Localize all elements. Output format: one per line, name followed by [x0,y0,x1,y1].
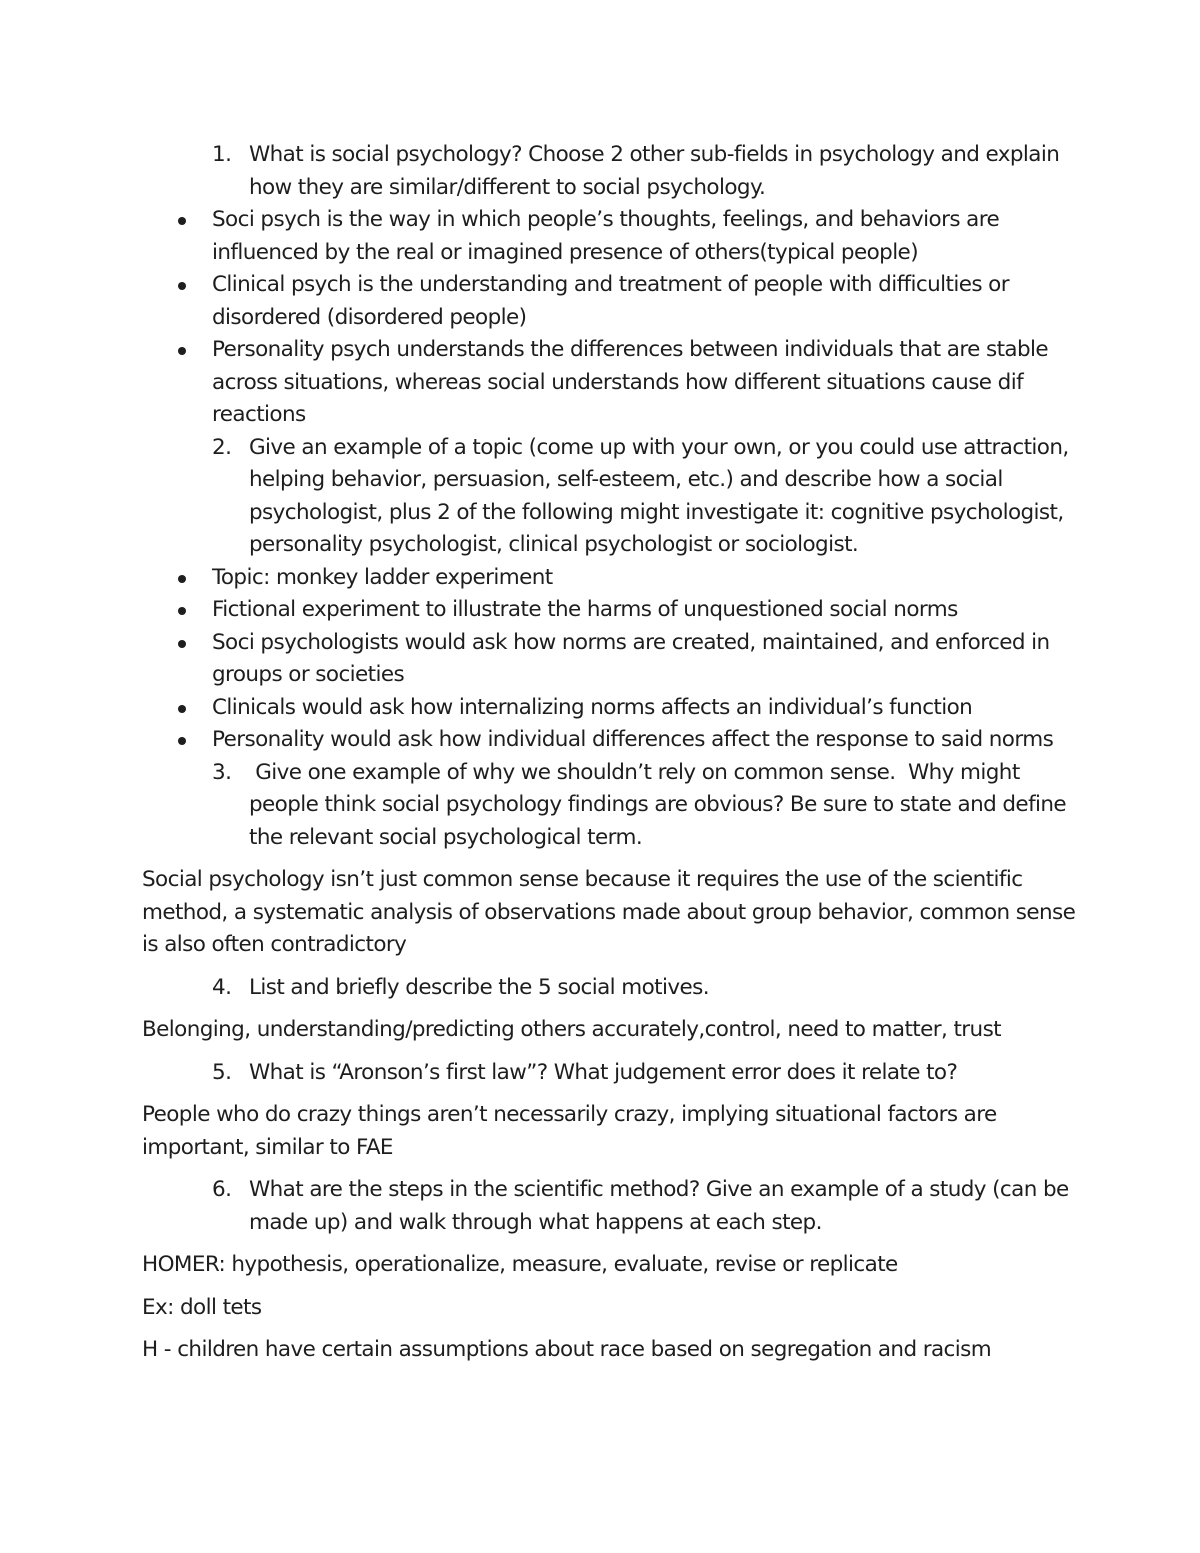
text-line: how they are similar/different to social psychology. [249,174,766,200]
bullet-icon [178,217,186,225]
bullet-icon [178,575,186,583]
answer-paragraph [0,1014,1200,1047]
bullet-icon [178,282,186,290]
question-2 [0,432,1200,562]
text-line: What are the steps in the scientific method? Give an example of a study (can be [249,1177,1069,1202]
text-line: is also often contradictory [142,932,407,957]
answer-paragraph [0,1099,1200,1164]
bullet-icon [178,737,186,745]
text-line: Clinicals would ask how internalizing norms affects an individual’s function [212,694,973,720]
text-line: people think social psychology findings are obvious? Be sure to state and define [249,792,1067,817]
text-line: H - children have certain assumptions about race based on segregation and racism [142,1337,992,1362]
bullet-item [0,724,1200,757]
text-line: groups or societies [212,662,405,687]
text-line: Soci psychologists would ask how norms are created, maintained, and enforced in [212,629,1050,655]
bullet-item [0,594,1200,627]
bullet-icon [178,347,186,355]
text-line: Social psychology isn’t just common sense because it requires the use of the scientific [142,867,1023,892]
text-line: Fictional experiment to illustrate the harms of unquestioned social norms [212,597,958,622]
answer-paragraph [0,1249,1200,1282]
text-line: method, a systematic analysis of observations made about group behavior, common sense [142,899,1076,925]
text-line: important, similar to FAE [142,1134,393,1160]
bullet-item [0,562,1200,595]
bullet-icon [178,607,186,615]
text-line: HOMER: hypothesis, operationalize, measure, evaluate, revise or replicate [142,1252,898,1277]
text-line: helping behavior, persuasion, self-esteem, etc.) and describe how a social [249,467,1003,492]
text-line: Give one example of why we shouldn’t rely on common sense. Why might [249,759,1020,785]
answer-paragraph [0,864,1200,962]
text-line: Topic: monkey ladder experiment [212,564,553,590]
text-line: Personality would ask how individual differences affect the response to said norms [212,727,1054,752]
text-line: Give an example of a topic (come up with your own, or you could use attraction, [249,434,1069,460]
text-line: disordered (disordered people) [212,304,527,330]
bullet-icon [178,705,186,713]
text-line: Personality psych understands the differences between individuals that are stable [212,337,1049,362]
text-line: reactions [212,402,306,427]
text-line: Belonging, understanding/predicting others accurately,control, need to matter, trust [142,1017,1002,1042]
question-5 [0,1057,1200,1090]
question-4 [0,972,1200,1005]
text-line: across situations, whereas social understands how different situations cause dif [212,369,1024,395]
text-line: List and briefly describe the 5 social motives. [249,974,709,1000]
answer-paragraph [0,1334,1200,1367]
bullet-icon [178,640,186,648]
text-line: the relevant social psychological term. [249,824,643,850]
bullet-item [0,204,1200,269]
text-line: personality psychologist, clinical psychologist or sociologist. [249,532,859,557]
bullet-item [0,692,1200,725]
text-line: Soci psych is the way in which people’s thoughts, feelings, and behaviors are [212,207,1000,232]
question-3 [0,757,1200,855]
text-line: What is social psychology? Choose 2 other sub-fields in psychology and explain [249,142,1060,167]
list-number: 1. [212,142,232,167]
text-line: psychologist, plus 2 of the following might investigate it: cognitive psychologist, [249,499,1064,525]
text-line: influenced by the real or imagined presence of others(typical people) [212,239,918,265]
text-line: What is “Aronson’s first law”? What judgement error does it relate to? [249,1059,958,1085]
bullet-item [0,627,1200,692]
bullet-item [0,334,1200,432]
question-1 [0,139,1200,204]
text-line: People who do crazy things aren’t necessarily crazy, implying situational factors are [142,1102,997,1127]
text-line: made up) and walk through what happens at each step. [249,1209,822,1235]
text-line: Clinical psych is the understanding and treatment of people with difficulties or [212,272,1009,297]
question-6 [0,1174,1200,1239]
list-number: 3. [212,759,232,785]
bullet-item [0,269,1200,334]
list-number: 2. [212,434,232,460]
list-number: 4. [212,974,232,1000]
text-line: Ex: doll tets [142,1294,262,1320]
list-number: 5. [212,1059,232,1085]
list-number: 6. [212,1177,232,1202]
answer-paragraph [0,1292,1200,1325]
